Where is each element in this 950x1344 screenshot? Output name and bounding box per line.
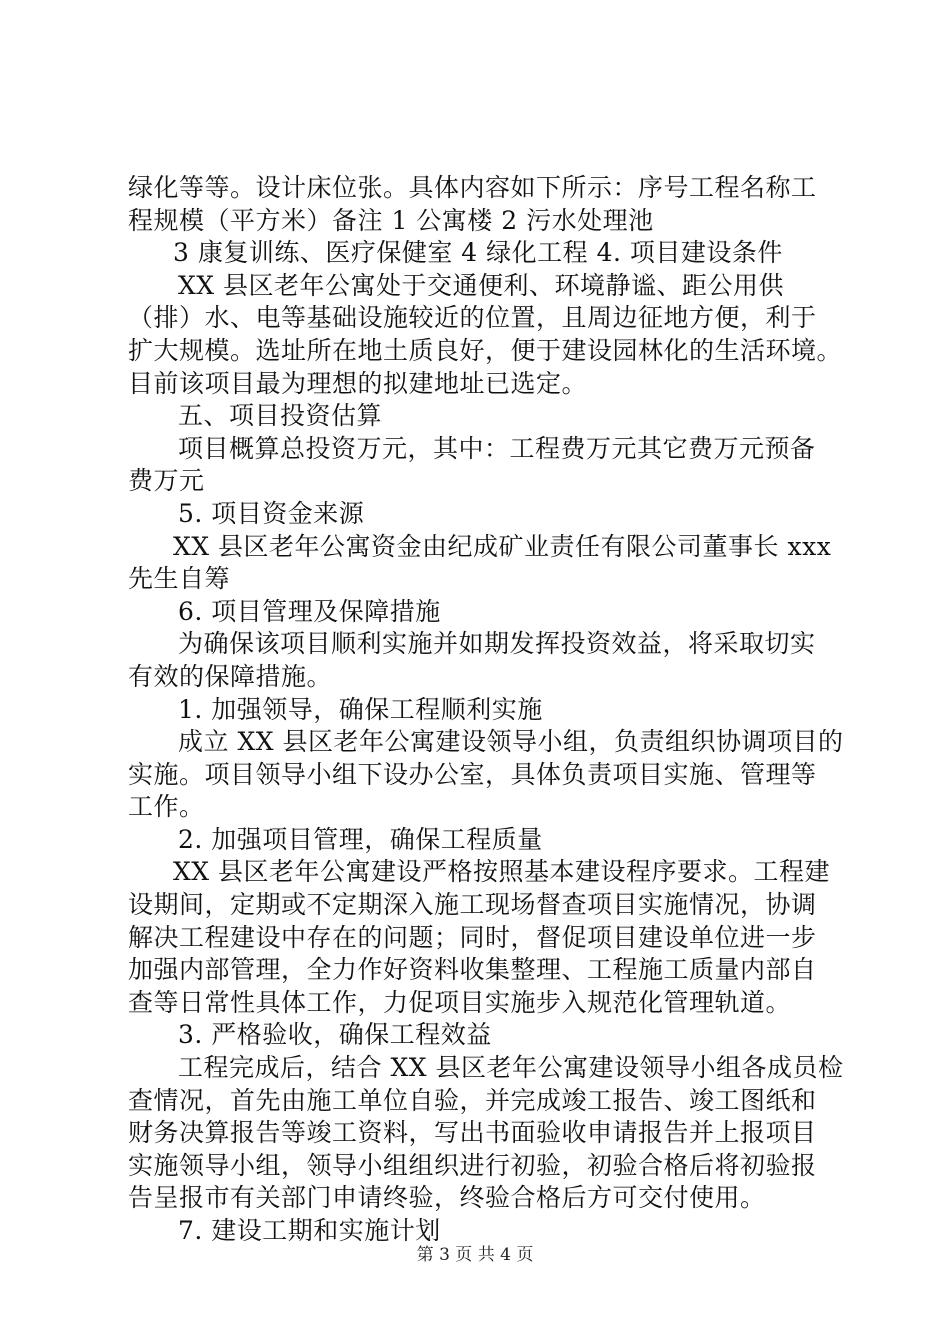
text-line: 先生自筹	[128, 564, 231, 594]
text-line: 设期间，定期或不定期深入施工现场督查项目实施情况，协调	[128, 890, 817, 920]
text-line: 工程完成后，结合 XX 县区老年公寓建设领导小组各成员检	[178, 1053, 844, 1083]
text-line: 有效的保障措施。	[128, 661, 333, 691]
text-line: XX 县区老年公寓建设严格按照基本建设程序要求。工程建	[173, 857, 831, 887]
text-line: 程规模（平方米）备注 1 公寓楼 2 污水处理池	[128, 205, 654, 235]
page-number-footer: 第 3 页 共 4 页	[416, 1245, 534, 1265]
text-line: 实施领导小组，领导小组组织进行初验，初验合格后将初验报	[128, 1150, 817, 1180]
section-heading: 五、项目投资估算	[178, 401, 383, 431]
text-line: 实施。项目领导小组下设办公室，具体负责项目实施、管理等	[128, 759, 817, 789]
text-line: 加强内部管理，全力作好资料收集整理、工程施工质量内部自	[128, 955, 817, 985]
text-line: 项目概算总投资万元，其中：工程费万元其它费万元预备	[178, 433, 816, 463]
document-body	[128, 172, 844, 1248]
section-heading: 5. 项目资金来源	[178, 498, 365, 528]
text-line: XX 县区老年公寓处于交通便利、环境静谧、距公用供	[178, 270, 785, 300]
section-heading: 6. 项目管理及保障措施	[178, 596, 441, 626]
text-line: 工作。	[128, 792, 205, 822]
text-line: 绿化等等。设计床位张。具体内容如下所示：序号工程名称工	[128, 173, 817, 202]
text-line: 解决工程建设中存在的问题；同时，督促项目建设单位进一步	[128, 922, 817, 952]
text-line: （排）水、电等基础设施较近的位置，且周边征地方便，利于	[128, 303, 817, 333]
text-line: XX 县区老年公寓资金由纪成矿业责任有限公司董事长 xxx	[173, 531, 832, 561]
text-line: 费万元	[128, 466, 205, 496]
text-line: 目前该项目最为理想的拟建地址已选定。	[128, 368, 588, 398]
text-line: 扩大规模。选址所在地土质良好，便于建设园林化的生活环境。	[128, 335, 843, 365]
text-line: 财务决算报告等竣工资料，写出书面验收申请报告并上报项目	[128, 1118, 817, 1148]
section-heading: 7. 建设工期和实施计划	[178, 1216, 441, 1245]
text-line: 3 康复训练、医疗保健室 4 绿化工程 4. 项目建设条件	[173, 238, 783, 268]
section-heading: 1. 加强领导，确保工程顺利实施	[178, 694, 543, 724]
text-line: 成立 XX 县区老年公寓建设领导小组，负责组织协调项目的	[178, 727, 844, 757]
text-line: 查情况，首先由施工单位自验，并完成竣工报告、竣工图纸和	[128, 1085, 817, 1115]
text-line: 告呈报市有关部门申请终验，终验合格后方可交付使用。	[128, 1183, 766, 1213]
text-line: 为确保该项目顺利实施并如期发挥投资效益，将采取切实	[178, 629, 816, 659]
section-heading: 3. 严格验收，确保工程效益	[178, 1020, 492, 1050]
text-line: 查等日常性具体工作，力促项目实施步入规范化管理轨道。	[128, 987, 792, 1017]
section-heading: 2. 加强项目管理，确保工程质量	[178, 824, 543, 854]
